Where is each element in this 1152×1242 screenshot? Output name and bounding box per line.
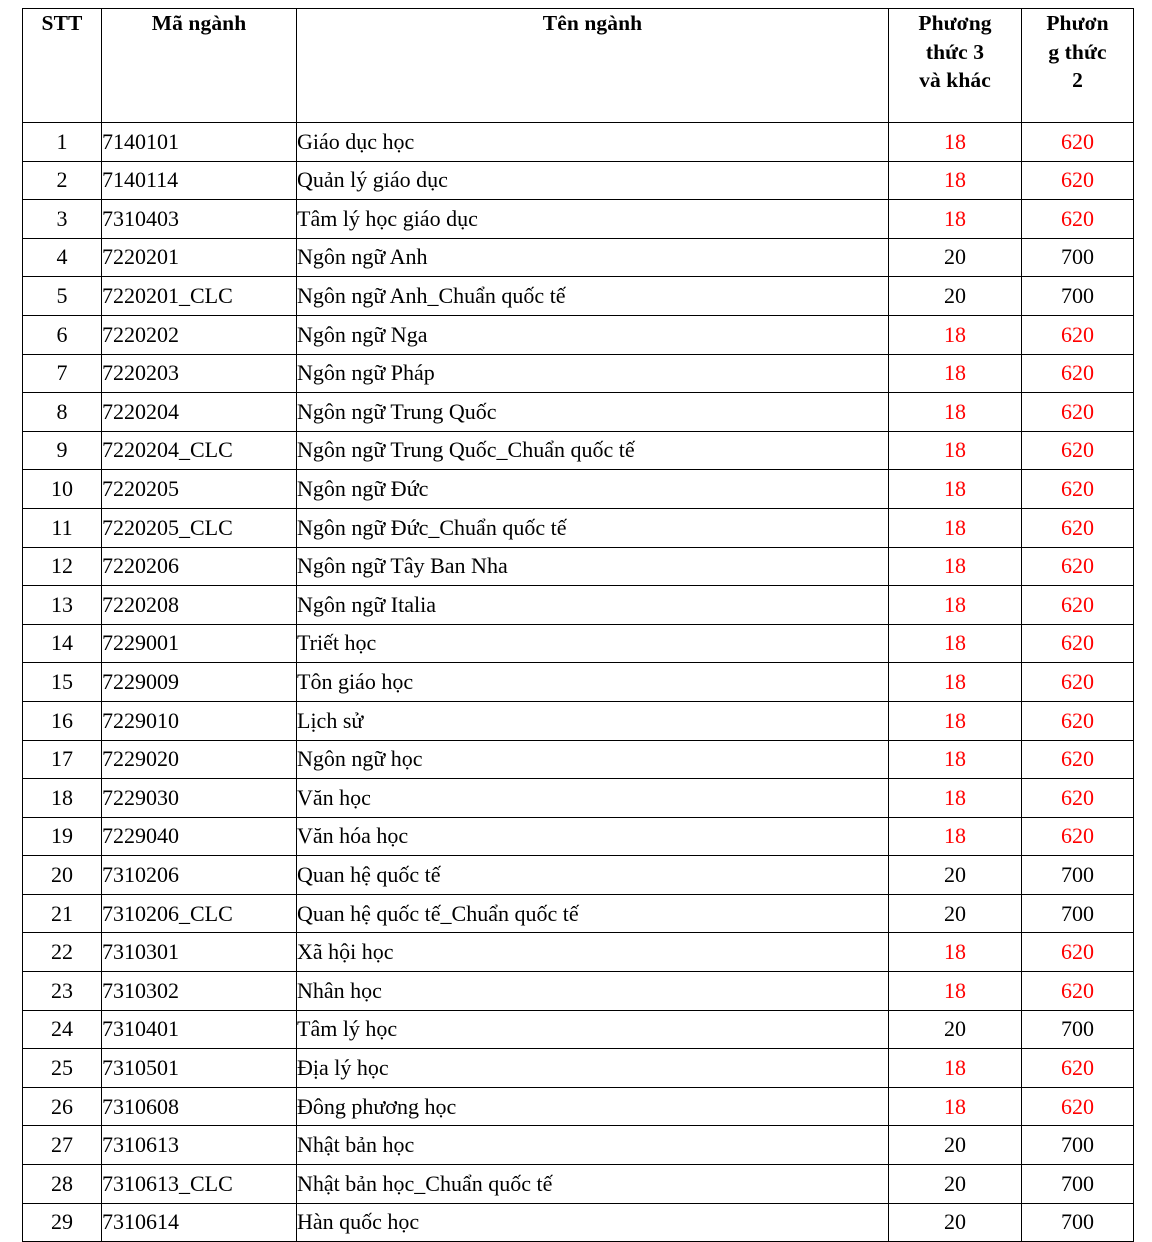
- cell-phuong-thuc-2: 620: [1022, 161, 1134, 200]
- cell-phuong-thuc-3: 18: [889, 1087, 1022, 1126]
- cell-phuong-thuc-3: 18: [889, 547, 1022, 586]
- cell-phuong-thuc-3: 18: [889, 200, 1022, 239]
- cell-phuong-thuc-3: 20: [889, 277, 1022, 316]
- cell-phuong-thuc-3: 20: [889, 856, 1022, 895]
- cell-stt: 21: [23, 894, 102, 933]
- column-header-phuong-thuc-3-line-1: Phương: [918, 11, 992, 35]
- cell-ten-nganh: Văn hóa học: [297, 817, 889, 856]
- cell-phuong-thuc-3: 20: [889, 1126, 1022, 1165]
- cell-stt: 22: [23, 933, 102, 972]
- cell-stt: 16: [23, 701, 102, 740]
- cell-ma-nganh: 7229020: [102, 740, 297, 779]
- cell-stt: 25: [23, 1049, 102, 1088]
- table-row: [23, 779, 1134, 818]
- cell-ten-nganh: Quản lý giáo dục: [297, 161, 889, 200]
- cell-ten-nganh: Ngôn ngữ Đức_Chuẩn quốc tế: [297, 508, 889, 547]
- cell-phuong-thuc-2: 620: [1022, 393, 1134, 432]
- cell-phuong-thuc-3: 18: [889, 972, 1022, 1011]
- table-row: [23, 123, 1134, 162]
- cell-ten-nganh: Nhật bản học: [297, 1126, 889, 1165]
- cell-phuong-thuc-2: 700: [1022, 856, 1134, 895]
- cell-phuong-thuc-2: 620: [1022, 547, 1134, 586]
- cell-phuong-thuc-2: 700: [1022, 1203, 1134, 1242]
- cell-ten-nganh: Ngôn ngữ Đức: [297, 470, 889, 509]
- cell-phuong-thuc-2: 620: [1022, 431, 1134, 470]
- table-row: [23, 431, 1134, 470]
- cell-ma-nganh: 7220205: [102, 470, 297, 509]
- cell-stt: 7: [23, 354, 102, 393]
- cell-ten-nganh: Ngôn ngữ Tây Ban Nha: [297, 547, 889, 586]
- table-row: [23, 1010, 1134, 1049]
- cell-phuong-thuc-2: 700: [1022, 1165, 1134, 1204]
- cell-ma-nganh: 7229009: [102, 663, 297, 702]
- cell-ma-nganh: 7229001: [102, 624, 297, 663]
- table-row: [23, 354, 1134, 393]
- cell-phuong-thuc-2: 700: [1022, 1126, 1134, 1165]
- cell-ten-nganh: Địa lý học: [297, 1049, 889, 1088]
- cell-stt: 13: [23, 586, 102, 625]
- cell-ma-nganh: 7310401: [102, 1010, 297, 1049]
- table-row: [23, 470, 1134, 509]
- cell-stt: 20: [23, 856, 102, 895]
- column-header-stt: STT: [23, 9, 102, 123]
- cell-phuong-thuc-2: 700: [1022, 1010, 1134, 1049]
- cell-ma-nganh: 7220205_CLC: [102, 508, 297, 547]
- cell-phuong-thuc-3: 18: [889, 701, 1022, 740]
- cell-ma-nganh: 7310403: [102, 200, 297, 239]
- column-header-phuong-thuc-2-line-2: g thức: [1048, 39, 1107, 64]
- cell-ten-nganh: Giáo dục học: [297, 123, 889, 162]
- cell-stt: 9: [23, 431, 102, 470]
- cell-ma-nganh: 7310501: [102, 1049, 297, 1088]
- table-row: [23, 817, 1134, 856]
- table-row: [23, 161, 1134, 200]
- cell-stt: 18: [23, 779, 102, 818]
- cell-phuong-thuc-3: 18: [889, 740, 1022, 779]
- column-header-phuong-thuc-2-line-1: Phươn: [1046, 11, 1109, 35]
- cell-ten-nganh: Ngôn ngữ Trung Quốc: [297, 393, 889, 432]
- column-header-phuong-thuc-3-line-2: thức 3: [925, 39, 985, 64]
- cell-stt: 4: [23, 238, 102, 277]
- table-row: [23, 547, 1134, 586]
- cell-phuong-thuc-2: 620: [1022, 123, 1134, 162]
- cell-ten-nganh: Nhân học: [297, 972, 889, 1011]
- column-header-phuong-thuc-2: [1022, 9, 1134, 123]
- table-row: [23, 624, 1134, 663]
- cell-phuong-thuc-2: 700: [1022, 277, 1134, 316]
- cell-phuong-thuc-2: 700: [1022, 894, 1134, 933]
- cell-phuong-thuc-3: 20: [889, 1165, 1022, 1204]
- cell-phuong-thuc-2: 620: [1022, 1049, 1134, 1088]
- cell-phuong-thuc-3: 20: [889, 1010, 1022, 1049]
- cell-ma-nganh: 7220206: [102, 547, 297, 586]
- cell-phuong-thuc-3: 18: [889, 779, 1022, 818]
- cell-ma-nganh: 7310301: [102, 933, 297, 972]
- cell-stt: 11: [23, 508, 102, 547]
- table-row: [23, 200, 1134, 239]
- cell-phuong-thuc-3: 20: [889, 894, 1022, 933]
- cell-ten-nganh: Triết học: [297, 624, 889, 663]
- cell-stt: 15: [23, 663, 102, 702]
- cell-ma-nganh: 7229010: [102, 701, 297, 740]
- cell-ma-nganh: 7220204_CLC: [102, 431, 297, 470]
- table-row: [23, 1087, 1134, 1126]
- table-row: [23, 393, 1134, 432]
- cell-ma-nganh: 7220201: [102, 238, 297, 277]
- table-row: [23, 315, 1134, 354]
- cell-ten-nganh: Ngôn ngữ Italia: [297, 586, 889, 625]
- cell-phuong-thuc-3: 18: [889, 161, 1022, 200]
- column-header-phuong-thuc-3-line-3: và khác: [919, 68, 991, 93]
- cell-ten-nganh: Ngôn ngữ Trung Quốc_Chuẩn quốc tế: [297, 431, 889, 470]
- table-row: [23, 586, 1134, 625]
- cell-phuong-thuc-3: 18: [889, 624, 1022, 663]
- cell-ten-nganh: Ngôn ngữ học: [297, 740, 889, 779]
- cell-stt: 24: [23, 1010, 102, 1049]
- cell-stt: 8: [23, 393, 102, 432]
- cell-phuong-thuc-2: 620: [1022, 200, 1134, 239]
- cell-phuong-thuc-2: 620: [1022, 508, 1134, 547]
- cell-ten-nganh: Đông phương học: [297, 1087, 889, 1126]
- table-row: [23, 1126, 1134, 1165]
- table-row: [23, 238, 1134, 277]
- cell-ma-nganh: 7310206_CLC: [102, 894, 297, 933]
- cell-ten-nganh: Lịch sử: [297, 701, 889, 740]
- cell-ten-nganh: Tâm lý học giáo dục: [297, 200, 889, 239]
- table-row: [23, 1049, 1134, 1088]
- cell-ten-nganh: Ngôn ngữ Pháp: [297, 354, 889, 393]
- cell-stt: 27: [23, 1126, 102, 1165]
- cell-stt: 5: [23, 277, 102, 316]
- cell-ma-nganh: 7140101: [102, 123, 297, 162]
- cell-phuong-thuc-2: 620: [1022, 470, 1134, 509]
- cell-ten-nganh: Văn học: [297, 779, 889, 818]
- cell-phuong-thuc-2: 620: [1022, 315, 1134, 354]
- cell-ma-nganh: 7310302: [102, 972, 297, 1011]
- cell-phuong-thuc-3: 18: [889, 123, 1022, 162]
- cell-phuong-thuc-3: 20: [889, 238, 1022, 277]
- cell-phuong-thuc-3: 18: [889, 933, 1022, 972]
- cell-phuong-thuc-2: 620: [1022, 779, 1134, 818]
- cell-ten-nganh: Quan hệ quốc tế_Chuẩn quốc tế: [297, 894, 889, 933]
- cell-phuong-thuc-3: 18: [889, 354, 1022, 393]
- cell-ten-nganh: Quan hệ quốc tế: [297, 856, 889, 895]
- cell-ten-nganh: Tâm lý học: [297, 1010, 889, 1049]
- cell-stt: 29: [23, 1203, 102, 1242]
- cell-phuong-thuc-2: 620: [1022, 1087, 1134, 1126]
- cell-ma-nganh: 7220202: [102, 315, 297, 354]
- cell-phuong-thuc-3: 18: [889, 431, 1022, 470]
- cell-phuong-thuc-2: 700: [1022, 238, 1134, 277]
- majors-table-container: [22, 8, 1133, 1242]
- cell-ma-nganh: 7310608: [102, 1087, 297, 1126]
- cell-stt: 28: [23, 1165, 102, 1204]
- cell-stt: 1: [23, 123, 102, 162]
- cell-phuong-thuc-3: 18: [889, 508, 1022, 547]
- cell-ten-nganh: Ngôn ngữ Anh: [297, 238, 889, 277]
- table-row: [23, 1165, 1134, 1204]
- cell-ma-nganh: 7310206: [102, 856, 297, 895]
- cell-ten-nganh: Nhật bản học_Chuẩn quốc tế: [297, 1165, 889, 1204]
- cell-phuong-thuc-3: 18: [889, 1049, 1022, 1088]
- cell-stt: 3: [23, 200, 102, 239]
- cell-stt: 17: [23, 740, 102, 779]
- cell-stt: 14: [23, 624, 102, 663]
- cell-ma-nganh: 7229040: [102, 817, 297, 856]
- table-row: [23, 740, 1134, 779]
- table-header: [23, 9, 1134, 123]
- cell-phuong-thuc-2: 620: [1022, 933, 1134, 972]
- table-row: [23, 701, 1134, 740]
- cell-phuong-thuc-2: 620: [1022, 740, 1134, 779]
- cell-ten-nganh: Ngôn ngữ Nga: [297, 315, 889, 354]
- cell-ma-nganh: 7220203: [102, 354, 297, 393]
- cell-phuong-thuc-3: 18: [889, 817, 1022, 856]
- table-row: [23, 856, 1134, 895]
- cell-ma-nganh: 7310614: [102, 1203, 297, 1242]
- cell-ten-nganh: Ngôn ngữ Anh_Chuẩn quốc tế: [297, 277, 889, 316]
- cell-stt: 10: [23, 470, 102, 509]
- column-header-phuong-thuc-2-line-3: 2: [1072, 68, 1083, 93]
- cell-phuong-thuc-2: 620: [1022, 354, 1134, 393]
- cell-phuong-thuc-3: 18: [889, 393, 1022, 432]
- cell-stt: 26: [23, 1087, 102, 1126]
- cell-phuong-thuc-3: 18: [889, 470, 1022, 509]
- cell-ma-nganh: 7310613_CLC: [102, 1165, 297, 1204]
- cell-ma-nganh: 7140114: [102, 161, 297, 200]
- cell-phuong-thuc-3: 20: [889, 1203, 1022, 1242]
- cell-phuong-thuc-2: 620: [1022, 972, 1134, 1011]
- column-header-phuong-thuc-3: [889, 9, 1022, 123]
- cell-ten-nganh: Xã hội học: [297, 933, 889, 972]
- cell-stt: 19: [23, 817, 102, 856]
- cell-phuong-thuc-2: 620: [1022, 624, 1134, 663]
- cell-ma-nganh: 7220204: [102, 393, 297, 432]
- cell-ten-nganh: Tôn giáo học: [297, 663, 889, 702]
- cell-stt: 2: [23, 161, 102, 200]
- cell-phuong-thuc-3: 18: [889, 315, 1022, 354]
- column-header-ten-nganh: Tên ngành: [297, 9, 889, 123]
- column-header-ma-nganh: Mã ngành: [102, 9, 297, 123]
- table-row: [23, 894, 1134, 933]
- table-row: [23, 663, 1134, 702]
- cell-phuong-thuc-3: 18: [889, 586, 1022, 625]
- cell-ma-nganh: 7310613: [102, 1126, 297, 1165]
- cell-ma-nganh: 7229030: [102, 779, 297, 818]
- cell-phuong-thuc-2: 620: [1022, 817, 1134, 856]
- cell-phuong-thuc-2: 620: [1022, 586, 1134, 625]
- table-row: [23, 933, 1134, 972]
- table-body: [23, 123, 1134, 1242]
- cell-stt: 12: [23, 547, 102, 586]
- cell-phuong-thuc-2: 620: [1022, 701, 1134, 740]
- cell-stt: 23: [23, 972, 102, 1011]
- cell-phuong-thuc-2: 620: [1022, 663, 1134, 702]
- cell-ma-nganh: 7220201_CLC: [102, 277, 297, 316]
- table-row: [23, 277, 1134, 316]
- cell-ma-nganh: 7220208: [102, 586, 297, 625]
- cell-ten-nganh: Hàn quốc học: [297, 1203, 889, 1242]
- table-row: [23, 972, 1134, 1011]
- table-header-row: [23, 9, 1134, 123]
- cell-stt: 6: [23, 315, 102, 354]
- cell-phuong-thuc-3: 18: [889, 663, 1022, 702]
- majors-table: [22, 8, 1134, 1242]
- table-row: [23, 508, 1134, 547]
